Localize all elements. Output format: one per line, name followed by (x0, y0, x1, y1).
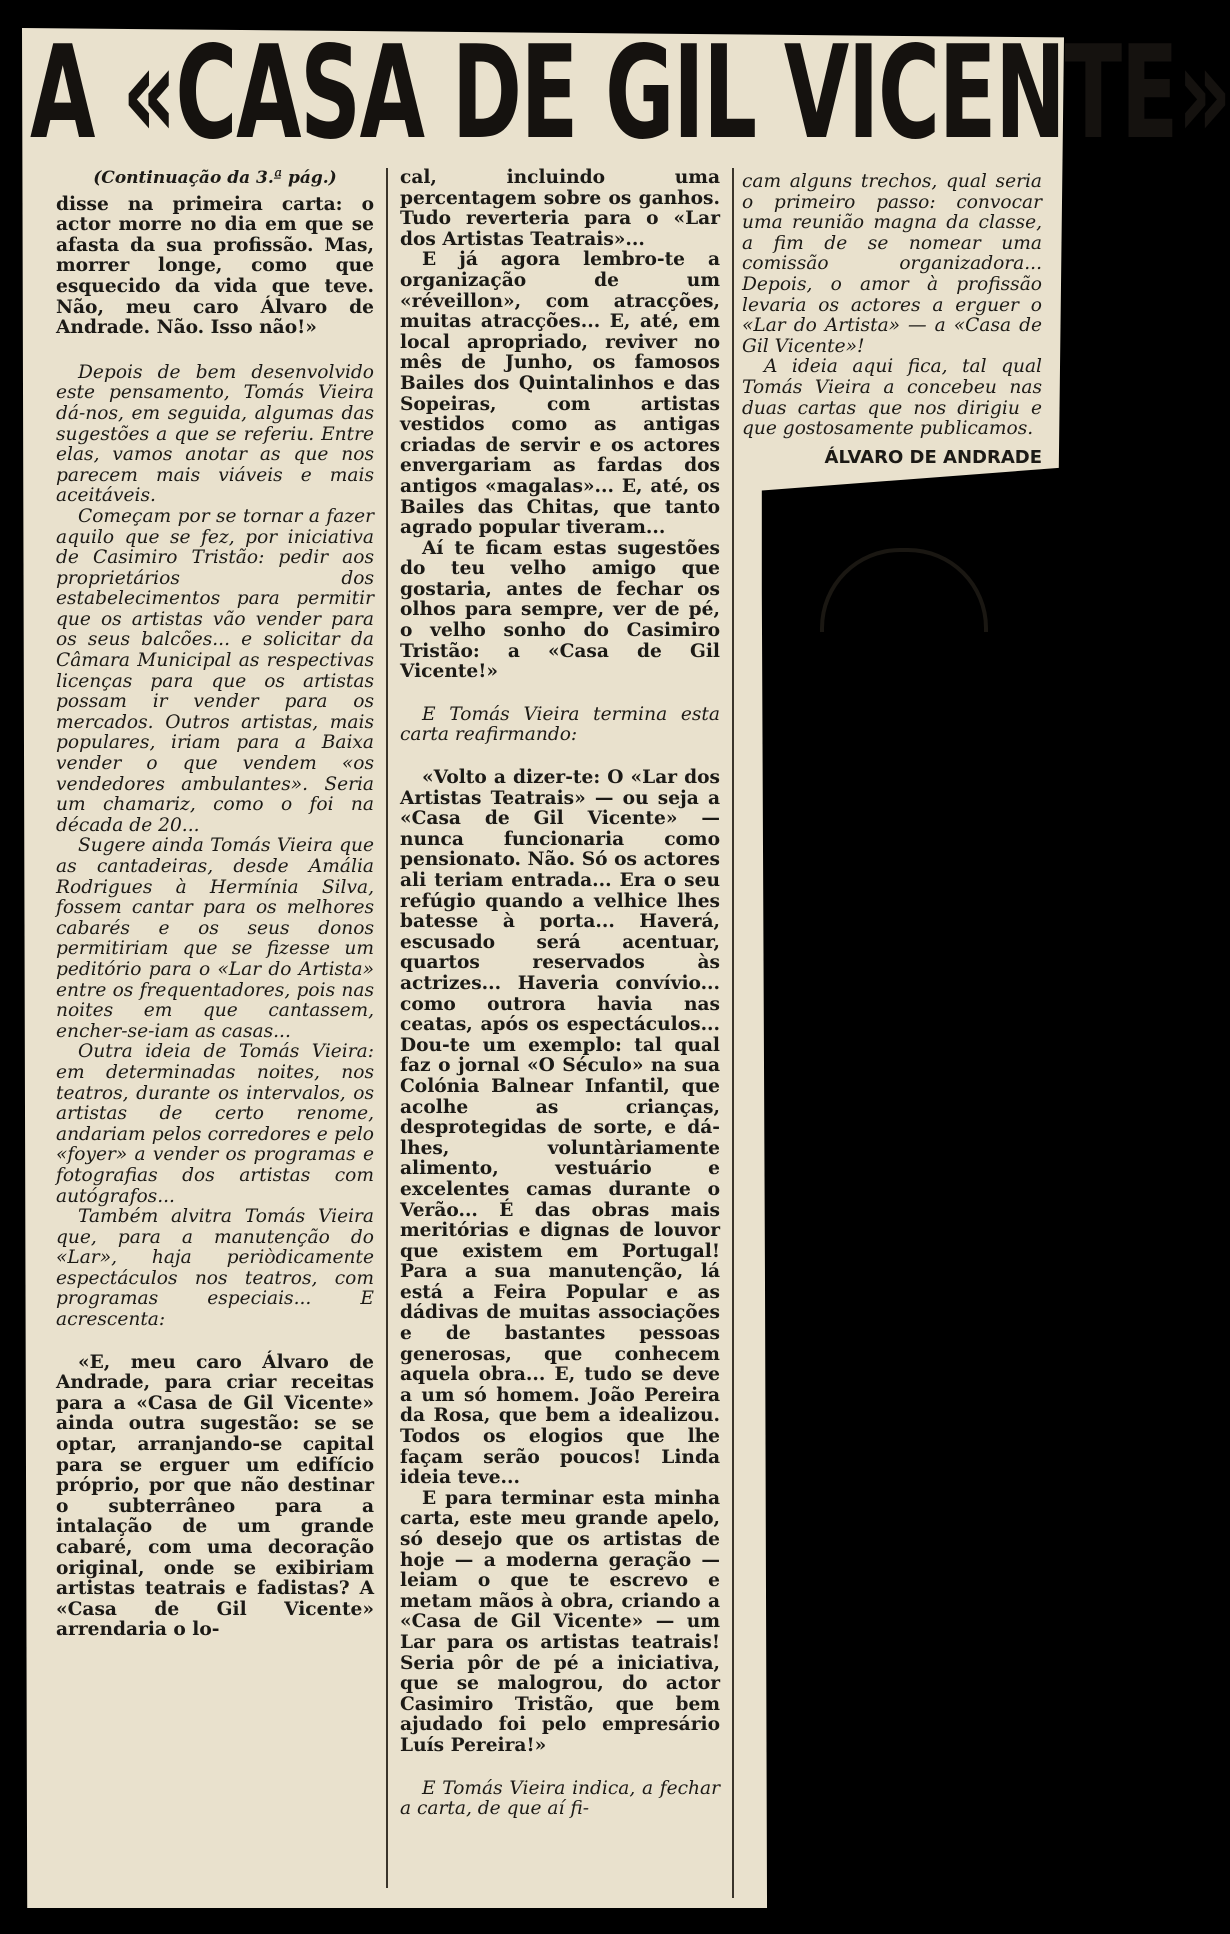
body-paragraph: Sugere ainda Tomás Vieira que as cantadeiras, desde Amália Rodrigues à Hermínia Silva, fossem cantar para os melhores cabarés e os seus donos permitiriam que se fizesse um peditório para o «Lar do Artista» entre os frequentadores, pois nas noites em que cantassem, encher-se-iam as casas... (56, 835, 374, 1042)
author-signature: ÁLVARO DE ANDRADE (824, 446, 1042, 468)
column-1 (56, 168, 374, 1641)
body-paragraph: cam alguns trechos, qual seria o primeiro passo: convocar uma reunião magna da classe, a fim de se nomear uma comissão organizadora... Depois, o amor à profissão levaria os actores a erguer o «Lar do Artista» — a «Casa de Gil Vicente»! (742, 171, 1042, 357)
headline: A «CASA DE GIL VICENTE» (30, 19, 1230, 168)
body-paragraph: E Tomás Vieira indica, a fechar a carta, de que aí fi- (400, 1777, 720, 1820)
body-paragraph: Outra ideia de Tomás Vieira: em determinadas noites, nos teatros, durante os intervalos, os artistas de certo renome, andariam pelos corredores e pelo «foyer» a vender os programas e fotografias dos artistas com autógrafos... (56, 1041, 374, 1207)
body-paragraph: E Tomás Vieira termina esta carta reafirmando: (400, 703, 720, 746)
quote-paragraph: disse na primeira carta: o actor morre no dia em que se afasta da sua profissão. Mas, morrer longe, como que esquecido da vida que teve. Não, meu caro Álvaro de Andrade. Não. Isso não!» (56, 193, 374, 339)
quote-paragraph: «E, meu caro Álvaro de Andrade, para criar receitas para a «Casa de Gil Vicente» ainda outra sugestão: se se optar, arranjando-se capital para se erguer um edifício próprio, por que não destinar o subterrâneo para a intalação de um grande cabaré, com uma decoração original, onde se exibiriam artistas teatrais e fadistas? A «Casa de Gil Vicente» arrendaria o lo- (56, 1351, 374, 1641)
column-rule-right (732, 168, 734, 1898)
column-2 (400, 168, 720, 1820)
decorative-arc (820, 548, 988, 632)
quote-paragraph: E já agora lembro-te a organização de um «réveillon», com atracções, muitas atracções... E, até, em local apropriado, reviver no mês de Junho, os famosos Bailes dos Quintalinhos e das Sopeiras, com artistas vestidos como as antigas criadas de servir e os actores envergariam as fardas dos antigos «magalas»... E, até, os Bailes das Chitas, que tanto agrado popular tiveram... (400, 249, 720, 539)
column-rule-left (386, 168, 388, 1888)
quote-paragraph: cal, incluindo uma percentagem sobre os ganhos. Tudo reverteria para o «Lar dos Artistas Teatrais»... (400, 167, 720, 250)
column-3 (742, 172, 1042, 468)
body-paragraph: Também alvitra Tomás Vieira que, para a manutenção do «Lar», haja periòdicamente espectáculos nos teatros, com programas especiais... E acrescenta: (56, 1206, 374, 1331)
body-paragraph: Depois de bem desenvolvido este pensamento, Tomás Vieira dá-nos, em seguida, algumas das sugestões a que se referiu. Entre elas, vamos anotar as que nos parecem mais viáveis e mais aceitáveis. (56, 361, 374, 507)
continuation-note: (Continuação da 3.ª pág.) (93, 168, 337, 188)
quote-paragraph: E para terminar esta minha carta, este meu grande apelo, só desejo que os artistas de hoje — a moderna geração — leiam o que te escrevo e metam mãos à obra, criando a «Casa de Gil Vicente» — um Lar para os artistas teatrais! Seria pôr de pé a iniciativa, que se malogrou, do actor Casimiro Tristão, que bem ajudado foi pelo empresário Luís Pereira!» (400, 1487, 720, 1756)
body-paragraph: A ideia aqui fica, tal qual Tomás Vieira a concebeu nas duas cartas que nos dirigiu e que gostosamente publicamos. (742, 356, 1042, 440)
body-paragraph: Começam por se tornar a fazer aquilo que se fez, por iniciativa de Casimiro Tristão: pedir aos proprietários dos estabelecimentos para permitir que os artistas vão vender para os seus balcões... e solicitar da Câmara Municipal as respectivas licenças para que os artistas possam ir vender para os mercados. Outros artistas, mais populares, iriam para a Baixa vender o que vendem «os vendedores ambulantes». Seria um chamariz, como o foi na década de 20... (56, 505, 374, 836)
quote-paragraph: Aí te ficam estas sugestões do teu velho amigo que gostaria, antes de fechar os olhos para sempre, ver de pé, o velho sonho do Casimiro Tristão: a «Casa de Gil Vicente!» (400, 537, 720, 683)
quote-paragraph: «Volto a dizer-te: O «Lar dos Artistas Teatrais» — ou seja a «Casa de Gil Vicente» — nunca funcionaria como pensionato. Não. Só os actores ali teriam entrada... Era o seu refúgio quando a velhice lhes batesse à porta... Haverá, escusado será acentuar, quartos reservados às actrizes... Haveria convívio... como outrora havia nas ceatas, após os espectáculos... Dou-te um exemplo: tal qual faz o jornal «O Século» na sua Colónia Balnear Infantil, que acolhe as crianças, desprotegidas de sorte, e dá-lhes, voluntàriamente alimento, vestuário e excelentes camas durante o Verão... É das obras mais meritórias e dignas de louvor que existem em Portugal! Para a sua manutenção, lá está a Feira Popular e as dádivas de muitas associações e de bastantes pessoas generosas, que conhecem aquela obra... E, tudo se deve a um só homem. João Pereira da Rosa, que bem a idealizou. Todos os elogios que lhe façam serão poucos! Linda ideia teve... (400, 767, 720, 1489)
